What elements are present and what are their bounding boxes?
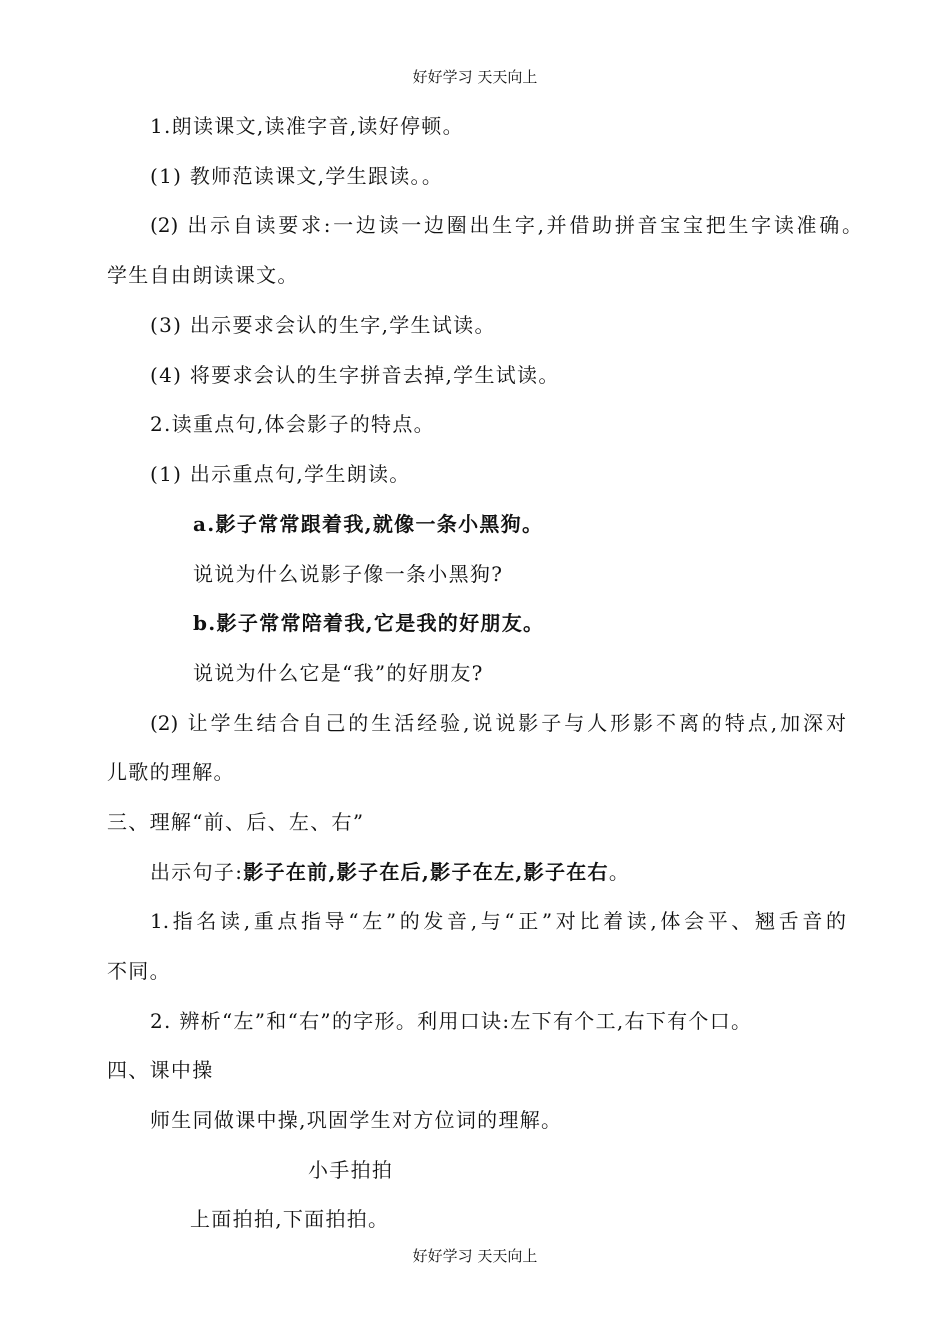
paragraph-line: 2.读重点句,体会影子的特点。 [150, 412, 435, 436]
sentence-end: 。 [608, 860, 631, 884]
paragraph-line: 儿歌的理解。 [107, 760, 235, 784]
paragraph-line: (2) 让学生结合自己的生活经验,说说影子与人形影不离的特点,加深对 [150, 711, 846, 735]
paragraph-line: 1.指名读,重点指导“左”的发音,与“正”对比着读,体会平、翘舌音的 [150, 909, 846, 933]
paragraph-line: 师生同做课中操,巩固学生对方位词的理解。 [150, 1108, 563, 1132]
paragraph-line: 不同。 [107, 959, 171, 983]
page-footer: 好好学习 天天向上 [412, 1247, 538, 1265]
section-heading: 四、课中操 [107, 1058, 214, 1082]
paragraph-line: (4) 将要求会认的生字拼音去掉,学生试读。 [150, 363, 560, 387]
key-sentence-direction: 影子在前,影子在后,影子在左,影子在右 [243, 860, 609, 884]
paragraph-line: (3) 出示要求会认的生字,学生试读。 [150, 313, 496, 337]
page-header: 好好学习 天天向上 [412, 68, 538, 86]
poem-line: 上面拍拍,下面拍拍。 [190, 1207, 390, 1231]
paragraph-line: 2. 辨析“左”和“右”的字形。利用口诀:左下有个工,右下有个口。 [150, 1009, 753, 1033]
paragraph-line: 学生自由朗读课文。 [107, 263, 299, 287]
poem-title: 小手拍拍 [308, 1158, 394, 1182]
paragraph-line: (2) 出示自读要求:一边读一边圈出生字,并借助拼音宝宝把生字读准确。 [150, 213, 862, 237]
paragraph-line [150, 858, 630, 886]
paragraph-line: 1.朗读课文,读准字音,读好停顿。 [150, 114, 464, 138]
paragraph-line: 说说为什么它是“我”的好朋友? [193, 661, 484, 685]
section-heading: 三、理解“前、后、左、右” [107, 810, 365, 834]
paragraph-line: 说说为什么说影子像一条小黑狗? [193, 562, 504, 586]
key-sentence-b: b.影子常常陪着我,它是我的好朋友。 [193, 611, 545, 635]
paragraph-line: (1) 教师范读课文,学生跟读。。 [150, 164, 444, 188]
paragraph-line: (1) 出示重点句,学生朗读。 [150, 462, 411, 486]
sentence-prefix: 出示句子: [150, 860, 244, 884]
key-sentence-a: a.影子常常跟着我,就像一条小黑狗。 [193, 512, 544, 536]
